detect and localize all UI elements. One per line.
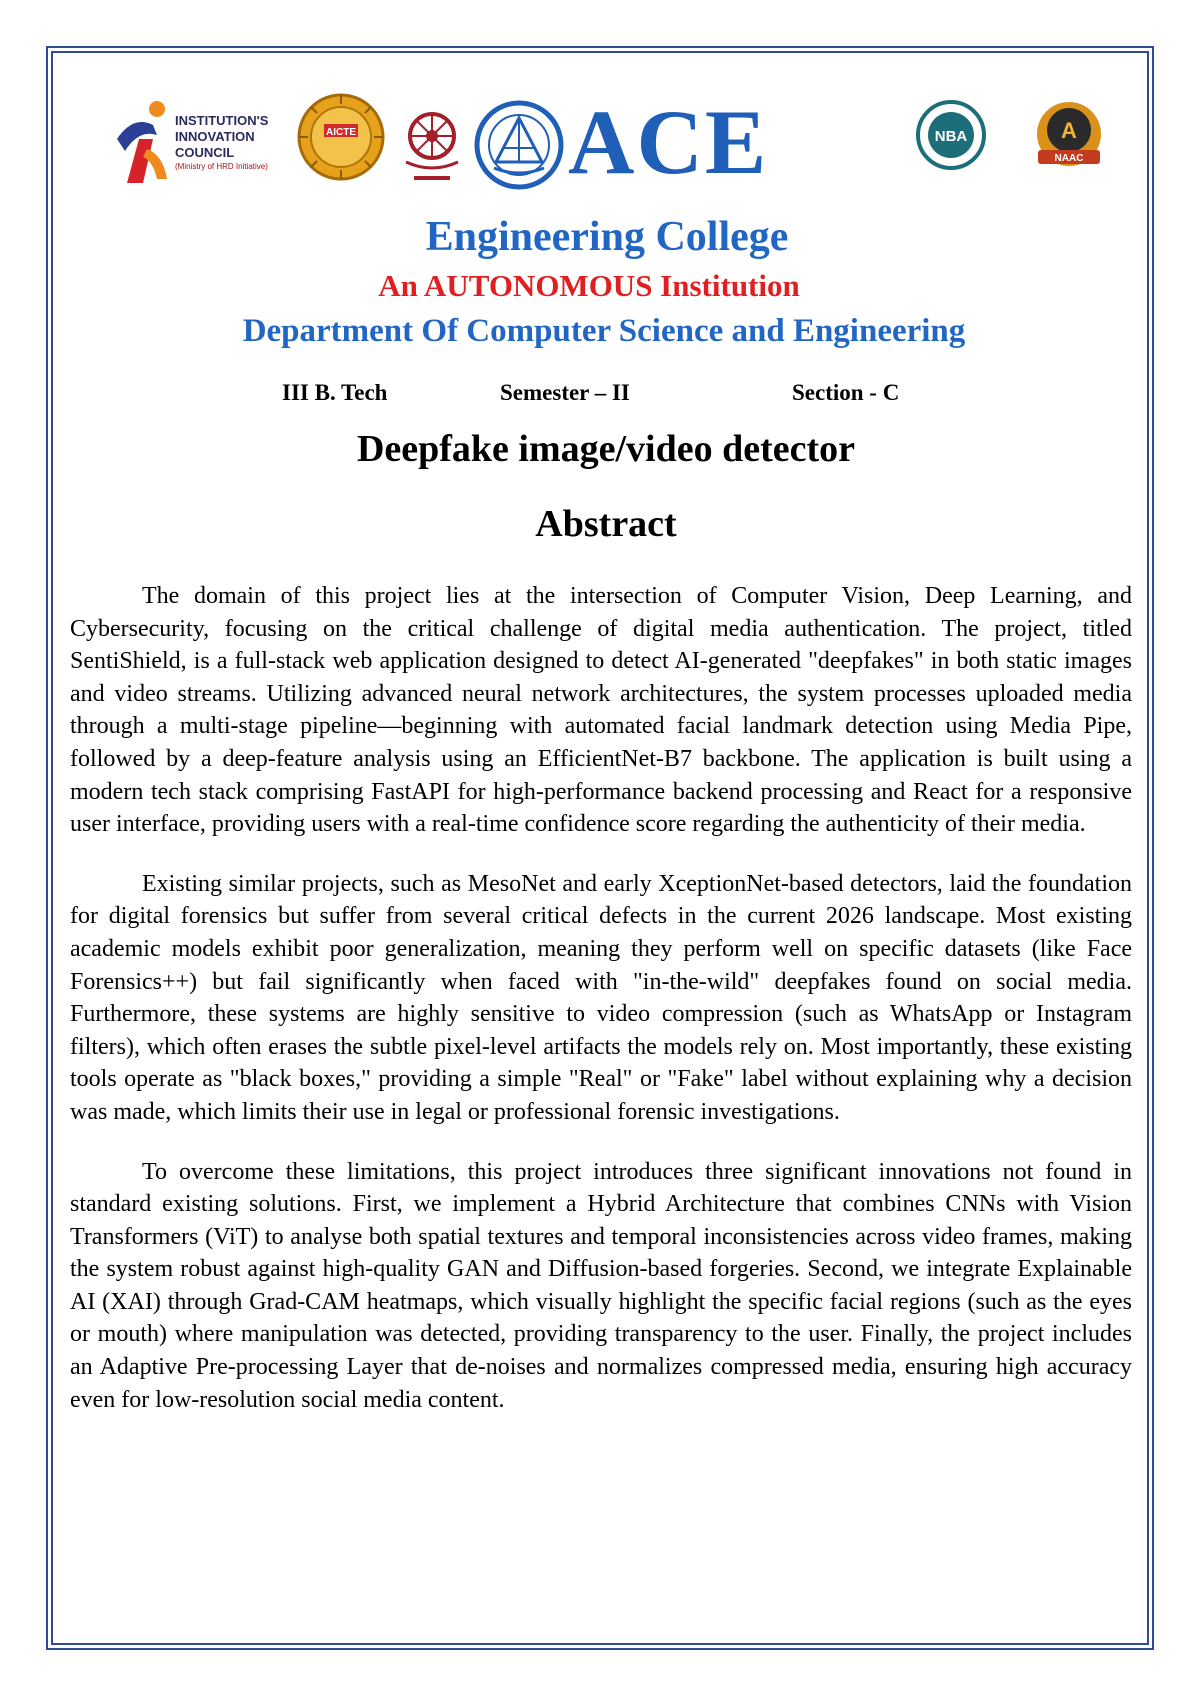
nba-emblem-icon <box>916 100 986 170</box>
iic-line1: INSTITUTION'S <box>175 112 269 128</box>
wheel-emblem-icon <box>400 104 464 190</box>
iic-sub: (Ministry of HRD Initiative) <box>175 161 268 171</box>
document-title: Deepfake image/video detector <box>356 428 856 470</box>
naac-emblem-icon <box>1032 98 1106 176</box>
iic-line2: INNOVATION <box>175 128 255 144</box>
university-emblem <box>400 104 464 195</box>
abstract-paragraph: The domain of this project lies at the intersection of Computer Vision, Deep Learning, and Cybersecurity, focusing on the critical challenge of digital media authentication. The project, titled SentiShield, is a full-stack web application designed to detect AI-generated "deepfakes" in both static images and video streams. Utilizing advanced neural network architectures, the system processes uploaded media through a multi-stage pipeline—beginning with automated facial landmark detection using Media Pipe, followed by a deep-feature analysis using an EfficientNet-B7 backbone. The application is built using a modern tech stack comprising FastAPI for high-performance backend processing and React for a responsive user interface, providing users with a real-time confidence score regarding the authenticity of their media. <box>70 583 1132 838</box>
autonomous-subtitle: An AUTONOMOUS Institution <box>378 268 800 303</box>
iic-figure-icon <box>113 99 171 185</box>
ace-wordmark: ACE <box>568 91 769 193</box>
naac-label: NAAC <box>1054 153 1084 164</box>
nba-seal <box>916 100 986 175</box>
section: Section - C <box>792 380 900 405</box>
aicte-label: AICTE <box>326 127 356 138</box>
naac-grade: A <box>1061 118 1077 143</box>
abstract-paragraph: To overcome these limitations, this project introduces three significant innovations not found in standard existing solutions. First, we implement a Hybrid Architecture that combines CNNs with Vision Transformers (ViT) to analyse both spatial textures and temporal inconsistencies across video frames, making the system robust against high-quality GAN and Diffusion-based forgeries. Second, we integrate Explainable AI (XAI) through Grad-CAM heatmaps, which visually highlight the specific facial regions (such as the eyes or mouth) where manipulation was detected, providing transparency to the user. Finally, the project includes an Adaptive Pre-processing Layer that de-noises and normalizes compressed media, ensuring high accuracy even for low-resolution social media content. <box>70 1158 1132 1413</box>
iic-logo <box>113 94 285 190</box>
abstract-body <box>70 580 1132 1443</box>
course-year: III B. Tech <box>282 380 388 405</box>
nba-label: NBA <box>934 128 968 145</box>
semester: Semester – II <box>500 380 630 405</box>
naac-badge <box>1032 98 1106 181</box>
aicte-seal <box>296 92 386 187</box>
department-name: Department Of Computer Science and Engineering <box>242 313 966 349</box>
ace-seal <box>474 100 564 195</box>
abstract-paragraph: Existing similar projects, such as MesoNet and early XceptionNet-based detectors, laid the foundation for digital forensics but suffer from several critical defects in the current 2026 landscape. Most existing academic models exhibit poor generalization, meaning they perform well on specific datasets (like Face Forensics++) but fail significantly when faced with "in-the-wild" deepfakes found on social media. Furthermore, these systems are highly sensitive to video compression (such as WhatsApp or Instagram filters), which often erases the subtle pixel-level artifacts the models rely on. Most importantly, these existing tools operate as "black boxes," providing a simple "Real" or "Fake" label without explaining why a decision was made, which limits their use in legal or professional forensic investigations. <box>70 870 1132 1125</box>
college-name: Engineering College <box>425 214 789 260</box>
ace-seal-icon <box>474 100 564 190</box>
aicte-emblem-icon <box>296 92 386 182</box>
abstract-heading: Abstract <box>535 503 677 545</box>
iic-line3: COUNCIL <box>175 144 235 160</box>
